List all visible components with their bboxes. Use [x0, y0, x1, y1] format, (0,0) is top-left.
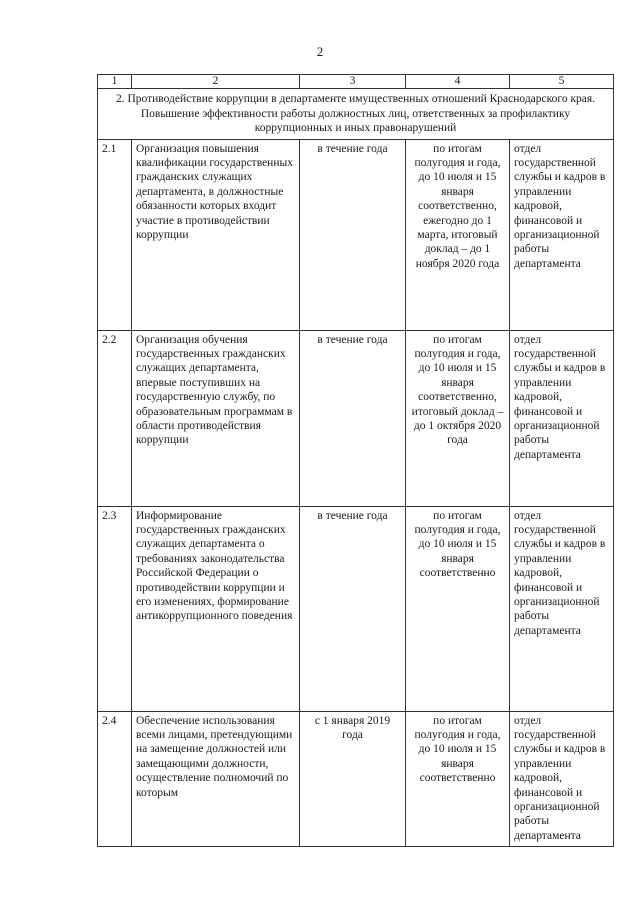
- item-report: по итогам полугодия и года, до 10 июля и 15 января соответственно, ежегодно до 1 марта, итоговый доклад – до 1 ноября 2020 года: [406, 139, 510, 330]
- item-title: Информирование государственных гражданских служащих департамента о требованиях законодательства Российской Федерации о противодействии коррупции и его изменениях, формирование антикоррупционного поведения: [132, 506, 300, 711]
- item-term: с 1 января 2019 года: [300, 711, 406, 846]
- column-number: 1: [98, 75, 132, 89]
- table-row: [98, 711, 614, 846]
- anticorruption-plan-table: [97, 74, 614, 847]
- item-executor: отдел государственной службы и кадров в управлении кадровой, финансовой и организационной работы департамента: [510, 711, 614, 846]
- page-number: 2: [316, 44, 324, 59]
- item-number: 2.4: [98, 711, 132, 846]
- table-row: [98, 506, 614, 711]
- column-number: 4: [406, 75, 510, 89]
- column-number: 2: [132, 75, 300, 89]
- section-row: [98, 89, 614, 140]
- item-title: Организация повышения квалификации государственных гражданских служащих департамента, в должностные обязанности которых входит участие в противодействии коррупции: [132, 139, 300, 330]
- item-term: в течение года: [300, 330, 406, 506]
- section-title: 2. Противодействие коррупции в департаменте имущественных отношений Краснодарского края. Повышение эффективности работы должностных лиц, ответственных за профилактику коррупционных и иных правонарушений: [98, 89, 614, 140]
- item-report: по итогам полугодия и года, до 10 июля и 15 января соответственно, итоговый доклад – до 1 октября 2020 года: [406, 330, 510, 506]
- item-title: Обеспечение использования всеми лицами, претендующими на замещение должностей или замещающими должности, осуществление полномочий по которым: [132, 711, 300, 846]
- column-number: 5: [510, 75, 614, 89]
- item-executor: отдел государственной службы и кадров в управлении кадровой, финансовой и организационной работы департамента: [510, 506, 614, 711]
- item-term: в течение года: [300, 139, 406, 330]
- item-number: 2.3: [98, 506, 132, 711]
- item-executor: отдел государственной службы и кадров в управлении кадровой, финансовой и организационной работы департамента: [510, 139, 614, 330]
- column-number-row: [98, 75, 614, 89]
- item-report: по итогам полугодия и года, до 10 июля и 15 января соответственно: [406, 711, 510, 846]
- table-row: [98, 330, 614, 506]
- column-number: 3: [300, 75, 406, 89]
- item-report: по итогам полугодия и года, до 10 июля и 15 января соответственно: [406, 506, 510, 711]
- item-number: 2.1: [98, 139, 132, 330]
- item-executor: отдел государственной службы и кадров в управлении кадровой, финансовой и организационной работы департамента: [510, 330, 614, 506]
- table-row: [98, 139, 614, 330]
- item-title: Организация обучения государственных гражданских служащих департамента, впервые поступивших на государственную службу, по образовательным программам в области противодействия коррупции: [132, 330, 300, 506]
- item-term: в течение года: [300, 506, 406, 711]
- item-number: 2.2: [98, 330, 132, 506]
